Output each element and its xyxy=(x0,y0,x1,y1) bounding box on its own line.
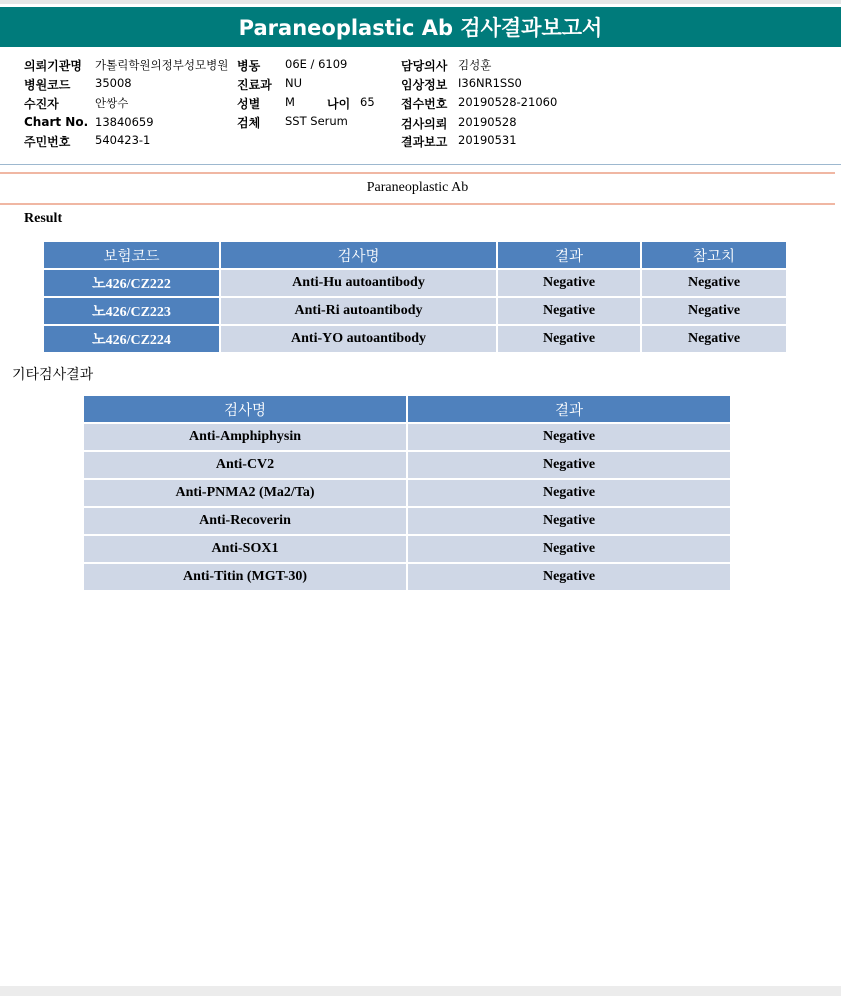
chart-label: Chart No. xyxy=(24,115,89,129)
section-top-rule xyxy=(0,172,835,174)
result-heading: Result xyxy=(24,211,63,226)
test-name-cell: Anti-YO autoantibody xyxy=(221,326,496,352)
header-result: 결과 xyxy=(498,242,640,268)
ward-value: 06E / 6109 xyxy=(285,57,348,71)
result-cell: Negative xyxy=(498,326,640,352)
patient-value: 안쌍수 xyxy=(95,96,129,110)
bottom-scroll-area xyxy=(0,986,841,996)
specimen-label: 검체 xyxy=(237,116,261,130)
sex-label: 성별 xyxy=(237,97,261,111)
receipt-label: 접수번호 xyxy=(401,97,448,111)
test-name-cell: Anti-Recoverin xyxy=(84,508,406,534)
insurance-code-cell: 노426/CZ224 xyxy=(44,326,219,352)
header-test-name: 검사명 xyxy=(84,396,406,422)
reference-cell: Negative xyxy=(642,298,786,324)
table-row xyxy=(84,508,730,534)
table-row xyxy=(84,480,730,506)
report-title: Paraneoplastic Ab 검사결과보고서 xyxy=(0,7,841,47)
report-date-value: 20190531 xyxy=(458,133,517,147)
clinical-info-label: 임상정보 xyxy=(401,78,448,92)
report-date-label: 결과보고 xyxy=(401,135,448,149)
table-row xyxy=(84,536,730,562)
clinical-info-value: I36NR1SS0 xyxy=(458,76,522,90)
age-label: 나이 xyxy=(327,97,351,111)
table-row xyxy=(84,564,730,590)
other-table-header xyxy=(84,396,730,422)
result-cell: Negative xyxy=(408,508,730,534)
test-name-cell: Anti-SOX1 xyxy=(84,536,406,562)
table-row xyxy=(44,298,786,324)
top-border xyxy=(0,0,841,4)
hospital-code-label: 병원코드 xyxy=(24,78,71,92)
table-row xyxy=(84,452,730,478)
id-value: 540423-1 xyxy=(95,133,151,147)
result-cell: Negative xyxy=(408,480,730,506)
header-result: 결과 xyxy=(408,396,730,422)
section-bottom-rule xyxy=(0,203,835,205)
reference-cell: Negative xyxy=(642,326,786,352)
other-tests-heading: 기타검사결과 xyxy=(12,367,94,383)
result-cell: Negative xyxy=(408,424,730,450)
test-name-cell: Anti-CV2 xyxy=(84,452,406,478)
table-row xyxy=(44,326,786,352)
department-value: NU xyxy=(285,76,303,90)
result-cell: Negative xyxy=(408,536,730,562)
section-title: Paraneoplastic Ab xyxy=(366,180,469,195)
result-table-header xyxy=(44,242,786,268)
table-row xyxy=(44,270,786,296)
institution-label: 의뢰기관명 xyxy=(24,59,82,73)
result-cell: Negative xyxy=(498,270,640,296)
institution-value: 가톨릭학원의정부성모병원 xyxy=(95,58,229,72)
test-name-cell: Anti-Titin (MGT-30) xyxy=(84,564,406,590)
id-label: 주민번호 xyxy=(24,135,71,149)
chart-value: 13840659 xyxy=(95,115,154,129)
result-cell: Negative xyxy=(408,452,730,478)
hospital-code-value: 35008 xyxy=(95,76,132,90)
insurance-code-cell: 노426/CZ222 xyxy=(44,270,219,296)
age-value: 65 xyxy=(360,95,375,109)
specimen-value: SST Serum xyxy=(285,114,348,128)
table-row xyxy=(84,424,730,450)
request-label: 검사의뢰 xyxy=(401,117,448,131)
test-name-cell: Anti-PNMA2 (Ma2/Ta) xyxy=(84,480,406,506)
result-cell: Negative xyxy=(498,298,640,324)
other-tests-table xyxy=(82,394,732,592)
reference-cell: Negative xyxy=(642,270,786,296)
result-table xyxy=(42,240,788,354)
doctor-value: 김성훈 xyxy=(458,58,492,72)
ward-label: 병동 xyxy=(237,59,261,73)
test-name-cell: Anti-Hu autoantibody xyxy=(221,270,496,296)
header-reference: 참고치 xyxy=(642,242,786,268)
receipt-value: 20190528-21060 xyxy=(458,95,558,109)
test-name-cell: Anti-Amphiphysin xyxy=(84,424,406,450)
separator-line xyxy=(0,164,841,165)
department-label: 진료과 xyxy=(237,78,272,92)
insurance-code-cell: 노426/CZ223 xyxy=(44,298,219,324)
header-test-name: 검사명 xyxy=(221,242,496,268)
doctor-label: 담당의사 xyxy=(401,59,448,73)
sex-value: M xyxy=(285,95,295,109)
test-name-cell: Anti-Ri autoantibody xyxy=(221,298,496,324)
request-value: 20190528 xyxy=(458,115,517,129)
result-cell: Negative xyxy=(408,564,730,590)
patient-label: 수진자 xyxy=(24,97,59,111)
header-insurance-code: 보험코드 xyxy=(44,242,219,268)
patient-info-block xyxy=(0,50,841,164)
